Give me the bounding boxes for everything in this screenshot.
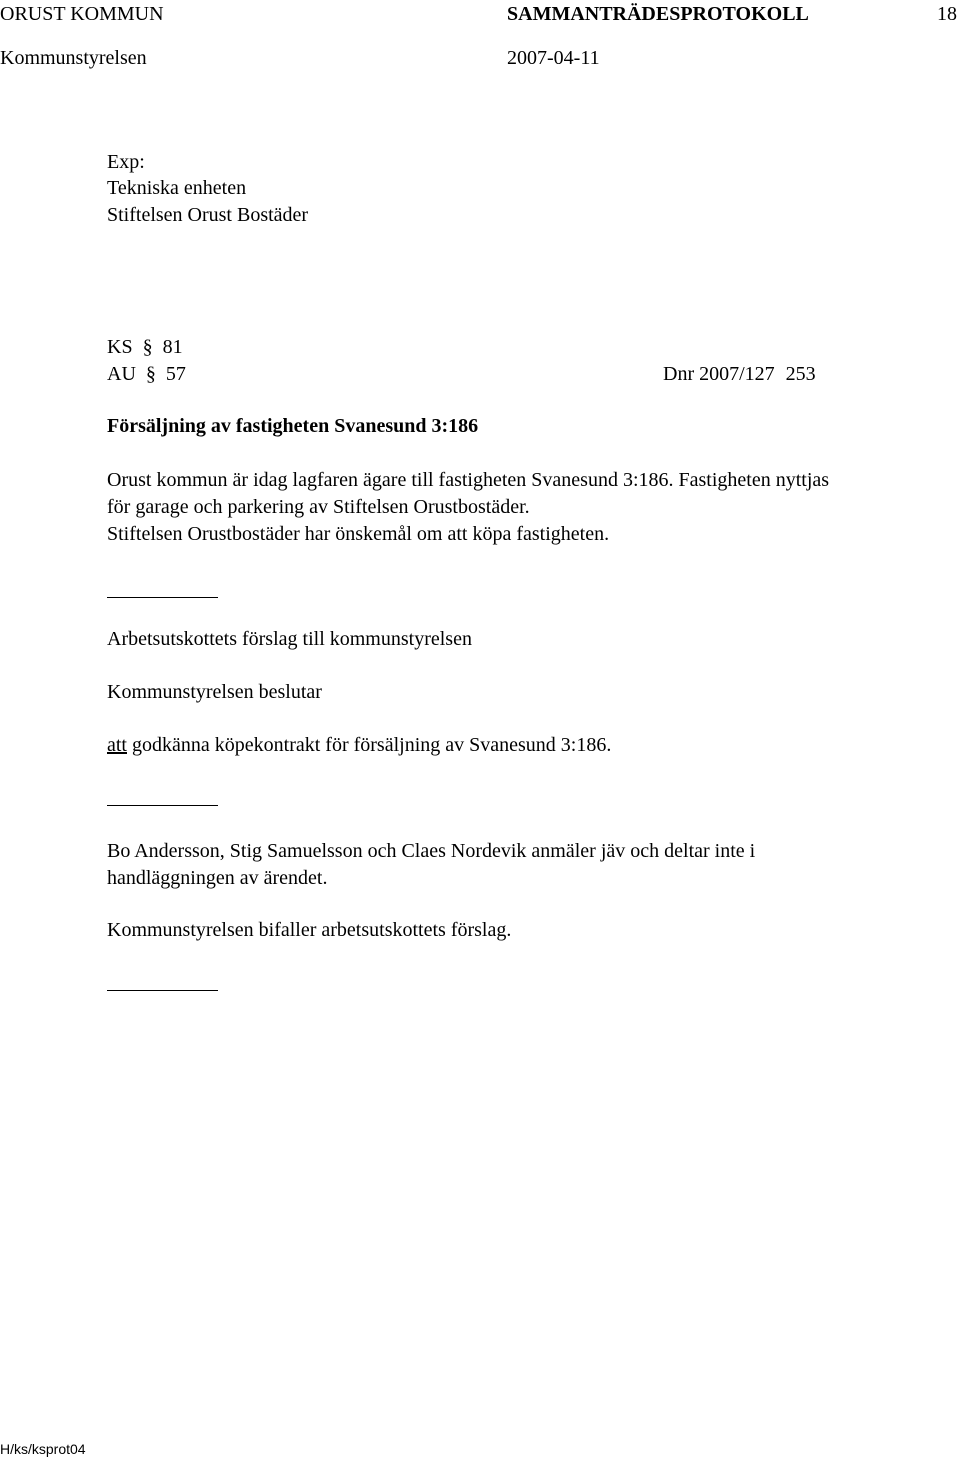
dnr-number: Dnr 2007/127 [663, 363, 775, 385]
dnr-code: 253 [785, 363, 816, 385]
att-keyword: att [107, 734, 127, 756]
au-label: AU [107, 363, 136, 385]
header-org: ORUST KOMMUN [0, 3, 164, 25]
background-line: för garage och parkering av Stiftelsen Orustbostäder. [107, 496, 530, 518]
header-date: 2007-04-11 [507, 47, 600, 69]
exp-recipient: Tekniska enheten [107, 177, 247, 199]
decision-body: godkänna köpekontrakt för försäljning av Svanesund 3:186. [127, 734, 612, 756]
decision-text [107, 735, 611, 755]
header-doc-type: SAMMANTRÄDESPROTOKOLL [507, 3, 809, 25]
decision-heading: Kommunstyrelsen beslutar [107, 681, 322, 703]
conflict-line: Bo Andersson, Stig Samuelsson och Claes Nordevik anmäler jäv och deltar inte i [107, 840, 756, 862]
paragraph-sign-icon: § [145, 363, 156, 385]
background-line: Stiftelsen Orustbostäder har önskemål om att köpa fastigheten. [107, 523, 610, 545]
au-reference [107, 364, 186, 384]
dnr-reference [663, 364, 816, 384]
footer-file-ref: H/ks/ksprot04 [0, 1441, 86, 1457]
section-divider [107, 597, 218, 598]
case-title: Försäljning av fastigheten Svanesund 3:186 [107, 415, 479, 437]
paragraph-sign-icon: § [142, 336, 153, 358]
exp-recipient: Stiftelsen Orust Bostäder [107, 204, 309, 226]
ks-label: KS [107, 336, 133, 358]
ks-reference [107, 337, 183, 357]
background-line: Orust kommun är idag lagfaren ägare till fastigheten Svanesund 3:186. Fastigheten nyttjas [107, 469, 830, 491]
conflict-line: handläggningen av ärendet. [107, 867, 328, 889]
ks-number: 81 [162, 336, 183, 358]
au-number: 57 [165, 363, 186, 385]
proposal-heading: Arbetsutskottets förslag till kommunstyrelsen [107, 628, 472, 650]
header-body: Kommunstyrelsen [0, 47, 147, 69]
exp-label: Exp: [107, 151, 145, 173]
section-divider [107, 990, 218, 991]
section-divider [107, 805, 218, 806]
final-decision: Kommunstyrelsen bifaller arbetsutskottets förslag. [107, 919, 512, 941]
page-number: 18 [937, 3, 957, 25]
